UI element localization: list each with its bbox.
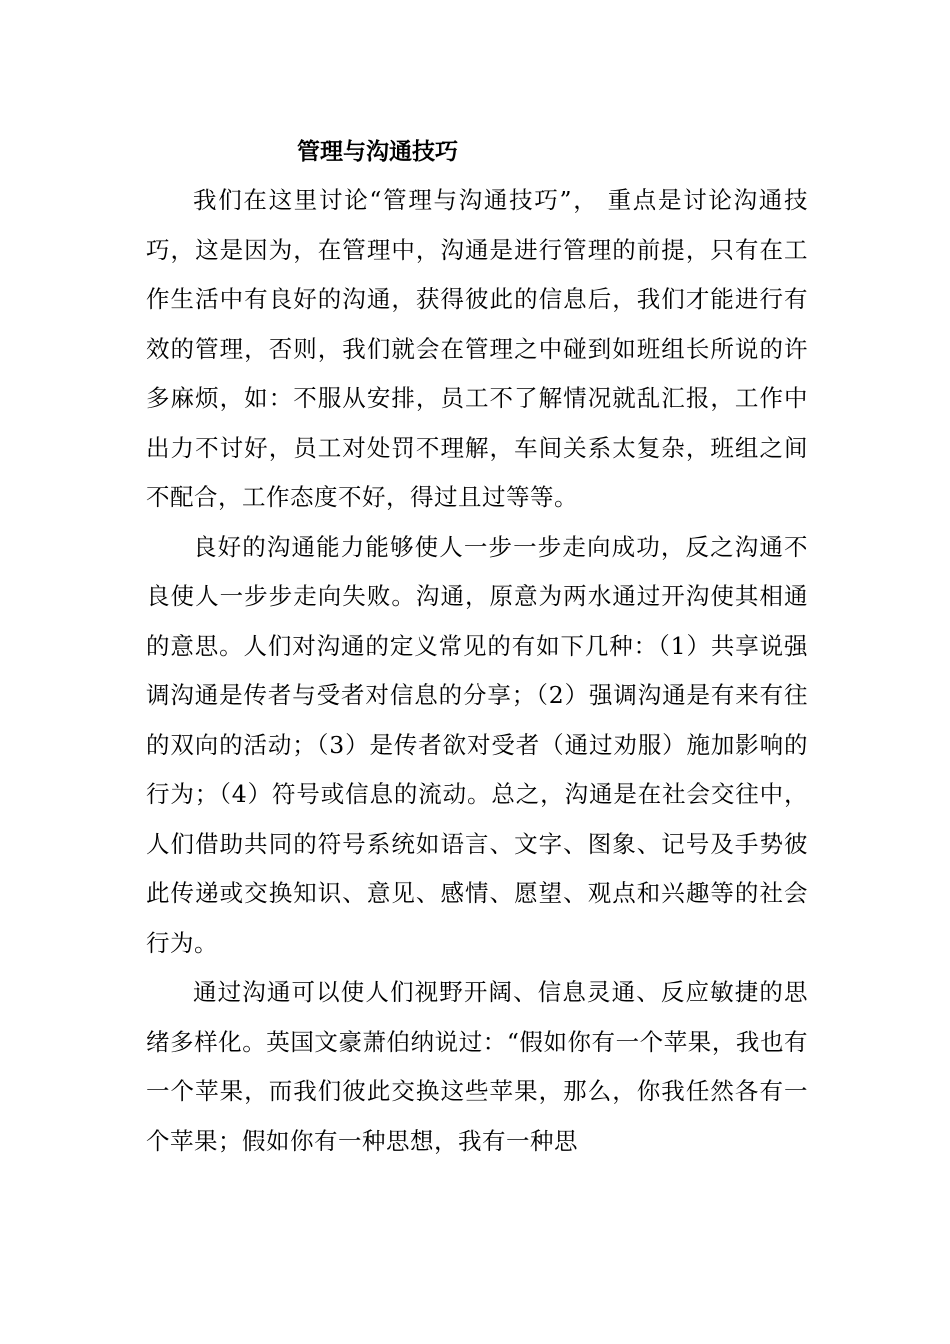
paragraph-3: 通过沟通可以使人们视野开阔、信息灵通、反应敏捷的思绪多样化。英国文豪萧伯纳说过：“假如你有一个苹果，我也有一个苹果，而我们彼此交换这些苹果，那么，你我任然各有一个苹果；假如你有一种思想，我有一种思 xyxy=(146,978,808,1155)
paragraph-1: 我们在这里讨论“管理与沟通技巧”， 重点是讨论沟通技巧，这是因为，在管理中，沟通是进行管理的前提，只有在工作生活中有良好的沟通，获得彼此的信息后，我们才能进行有效的管理，否则，我们就会在管理之中碰到如班组长所说的许多麻烦，如：不服从安排，员工不了解情况就乱汇报，工作中出力不讨好，员工对处罚不理解，车间关系太复杂，班组之间不配合，工作态度不好，得过且过等等。 xyxy=(146,186,808,511)
document-title: 管理与沟通技巧 xyxy=(297,138,458,165)
document-body xyxy=(146,176,808,1166)
paragraph-2: 良好的沟通能力能够使人一步一步走向成功，反之沟通不良使人一步步走向失败。沟通，原意为两水通过开沟使其相通的意思。人们对沟通的定义常见的有如下几种：（1）共享说强调沟通是传者与受者对信息的分享；（2）强调沟通是有来有往的双向的活动；（3）是传者欲对受者（通过劝服）施加影响的行为；（4）符号或信息的流动。总之，沟通是在社会交往中，人们借助共同的符号系统如语言、文字、图象、记号及手势彼此传递或交换知识、意见、感情、愿望、观点和兴趣等的社会行为。 xyxy=(146,532,808,957)
